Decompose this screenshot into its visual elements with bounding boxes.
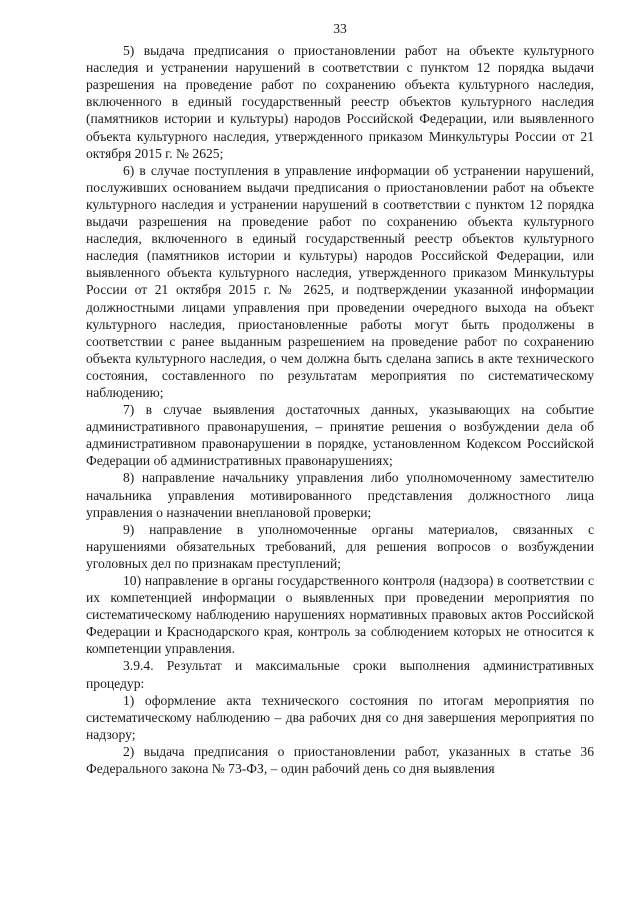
- paragraph-item-7: 7) в случае выявления достаточных данных, указывающих на событие административного правонарушения, – принятие решения о возбуждении дела об административном правонарушении в порядке, установленном Кодексом Российской Федерации об административных правонарушениях;: [86, 402, 594, 469]
- paragraph-item-9: 9) направление в уполномоченные органы материалов, связанных с нарушениями обязательных требований, для решения вопросов о возбуждении уголовных дел по признакам преступлений;: [86, 521, 594, 571]
- paragraph-section-3-9-4: 3.9.4. Результат и максимальные сроки выполнения административных процедур:: [86, 658, 594, 691]
- paragraph-result-2: 2) выдача предписания о приостановлении работ, указанных в статье 36 Федерального закона № 73-ФЗ, – один рабочий день со дня выявления: [86, 743, 594, 777]
- document-page: [86, 20, 594, 777]
- paragraph-result-1: 1) оформление акта технического состояния по итогам мероприятия по систематическому наблюдению – два рабочих дня со дня завершения мероприятия по надзору;: [86, 692, 594, 742]
- paragraph-item-6: 6) в случае поступления в управление информации об устранении нарушений, послуживших основанием выдачи предписания о приостановлении работ на объекте культурного наследия и устранении нарушений в соответствии с пунктом 12 порядка выдачи разрешения на проведение работ по сохранению объекта культурного наследия, включенного в единый государственный реестр объектов культурного наследия (памятников истории и культуры) народов Российской Федерации, или выявленного объекта культурного наследия, утвержденного приказом Минкультуры России от 21 октября 2015 г. № 2625, и подтверждении указанной информации должностными лицами управления при проведении очередного выхода на объект культурного наследия, приостановленные работы могут быть продолжены в соответствии с ранее выданным разрешением на проведение работ по сохранению объекта культурного наследия, о чем должна быть сделана запись в акте технического состояния, составленного по результатам мероприятия по систематическому наблюдению;: [86, 162, 594, 400]
- paragraph-item-5: 5) выдача предписания о приостановлении работ на объекте культурного наследия и устранении нарушений в соответствии с пунктом 12 порядка выдачи разрешения на проведение работ по сохранению объекта культурного наследия, включенного в единый государственный реестр объектов культурного наследия (памятников истории и культуры) народов Российской Федерации, или выявленного объекта культурного наследия, утвержденного приказом Минкультуры России от 21 октября 2015 г. № 2625;: [86, 43, 594, 161]
- paragraph-item-8: 8) направление начальнику управления либо уполномоченному заместителю начальника управления мотивированного представления должностного лица управления о назначении внеплановой проверки;: [86, 470, 594, 520]
- paragraph-item-10: 10) направление в органы государственного контроля (надзора) в соответствии с их компетенцией информации о выявленных при проведении мероприятия по систематическому наблюдению нарушениях нормативных правовых актов Российской Федерации и Краснодарского края, контроль за соблюдением которых не относится к компетенции управления.: [86, 573, 594, 657]
- page-number: 33: [333, 21, 347, 36]
